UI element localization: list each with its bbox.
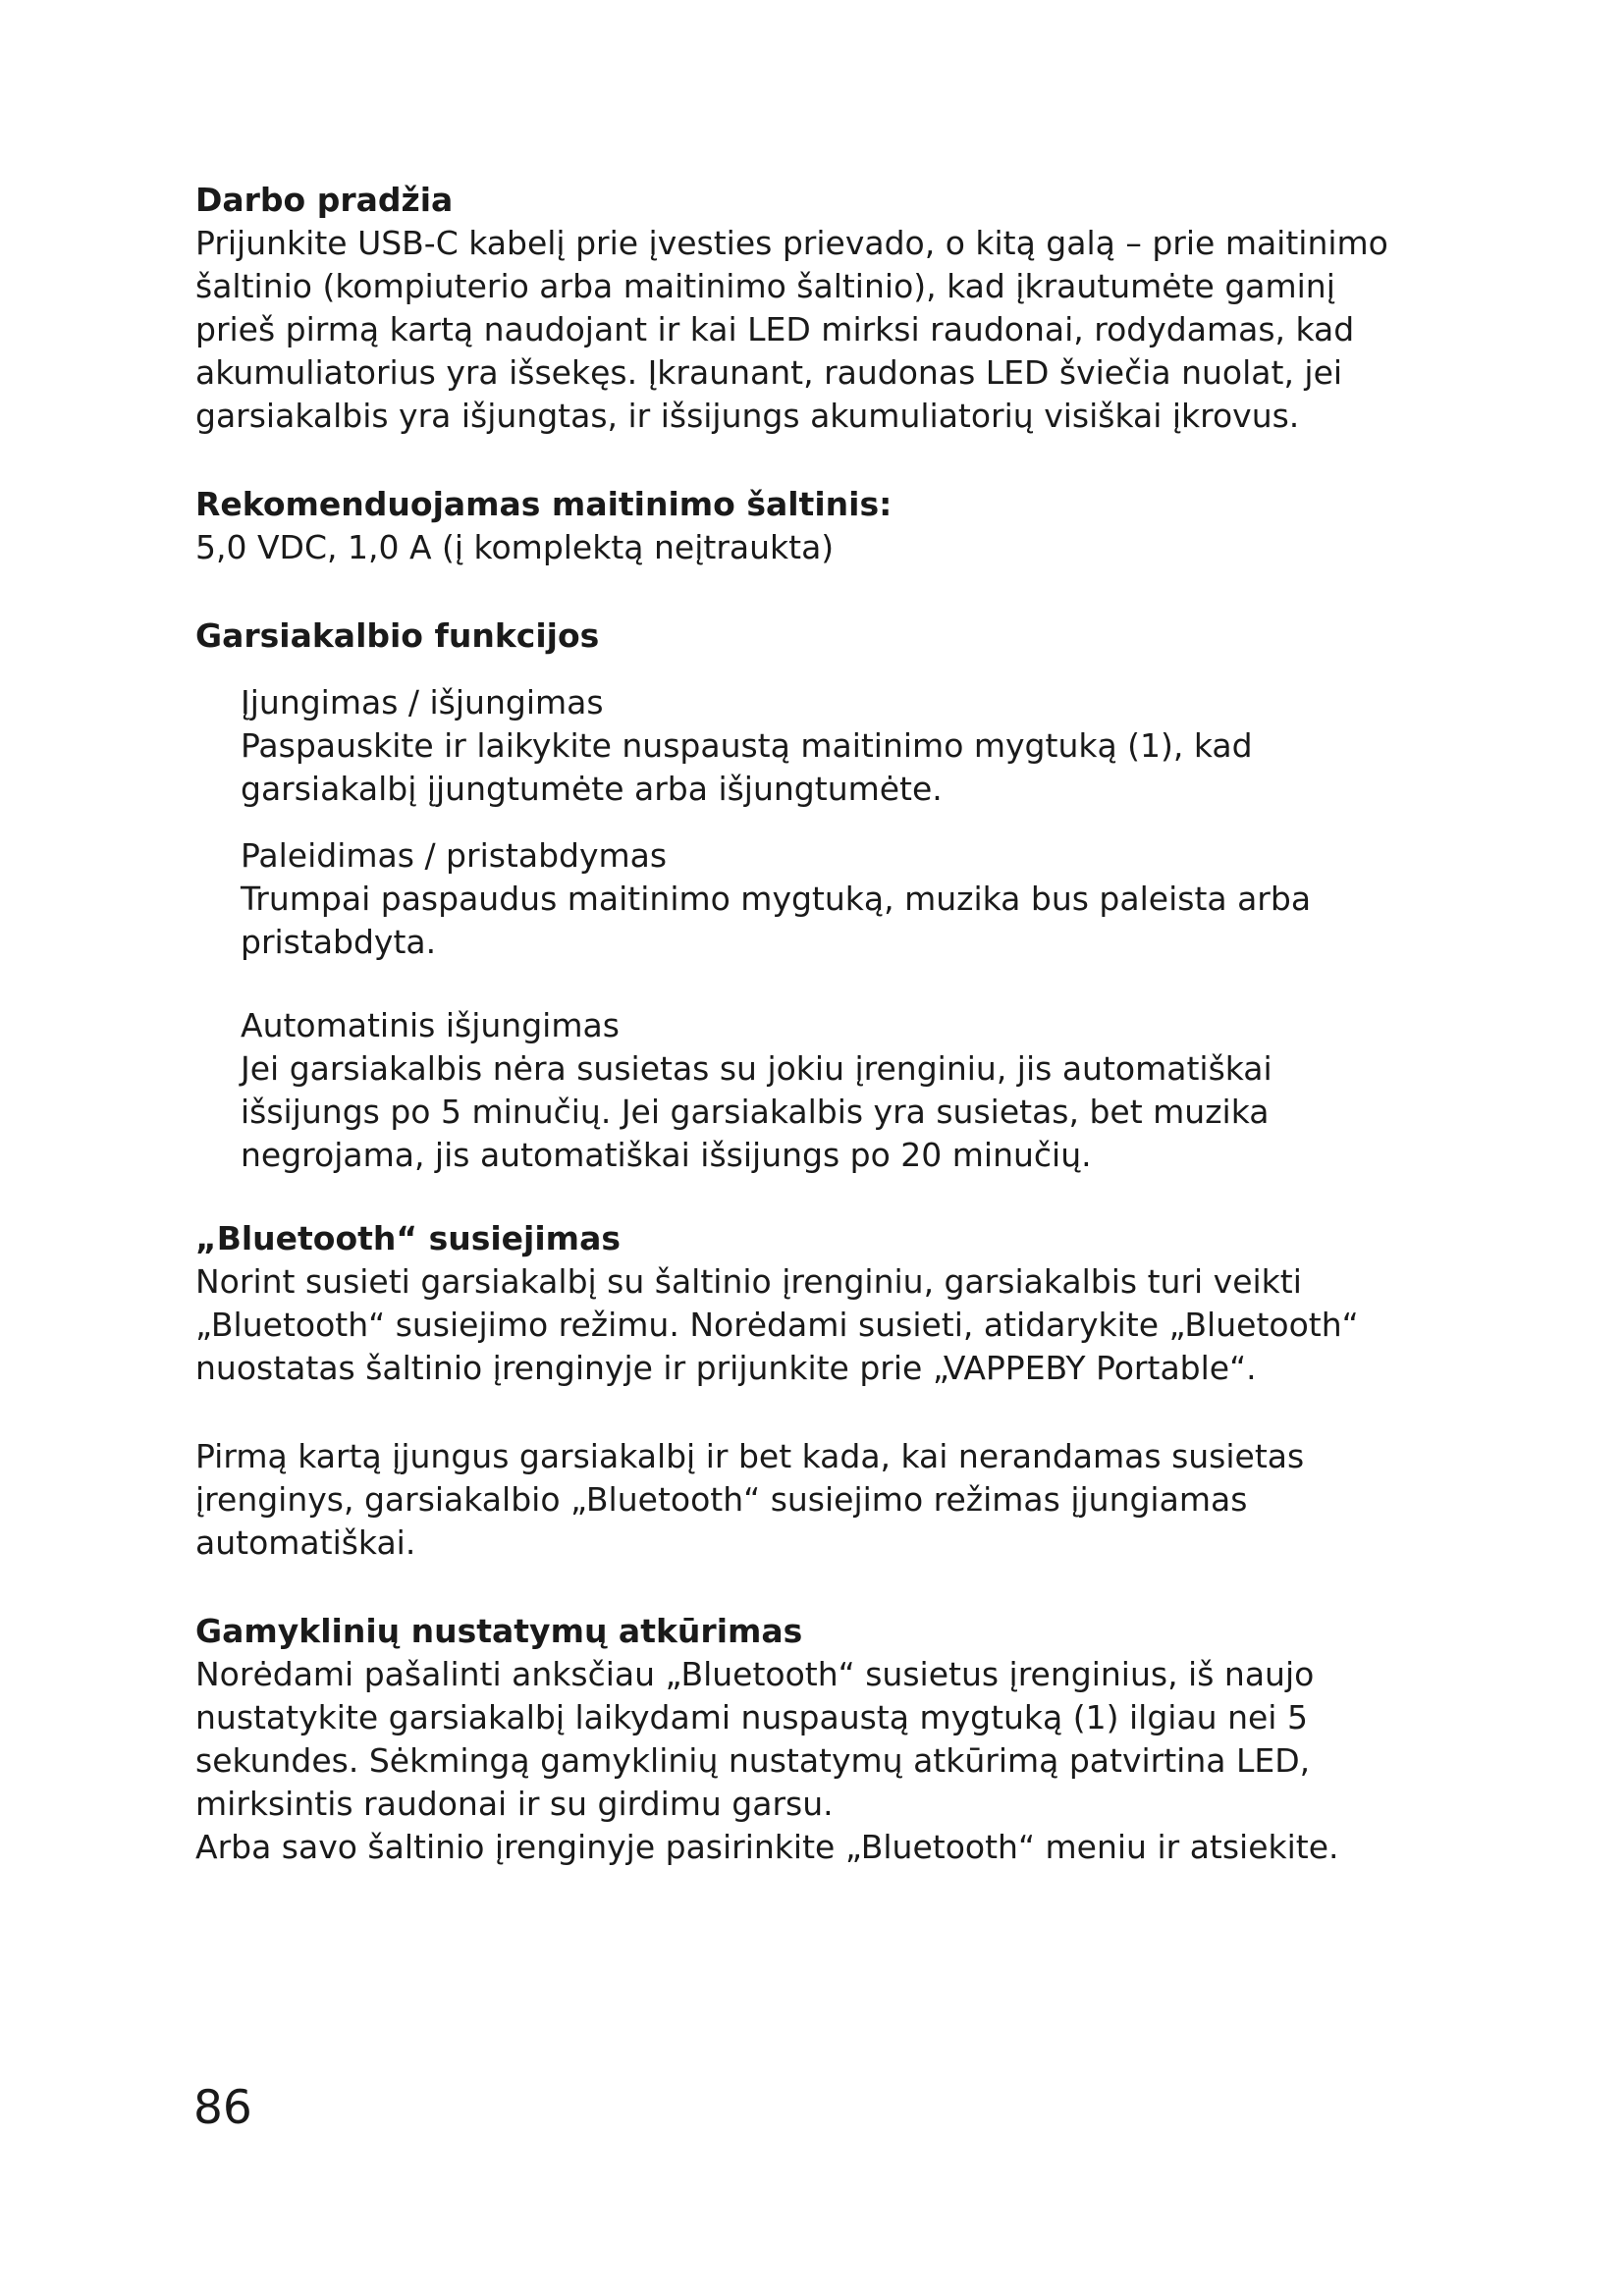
section-power-supply [195, 483, 1472, 569]
text-power-on-off: Paspauskite ir laikykite nuspaustą maitinimo mygtuką (1), kad garsiakalbį įjungtumėte arba išjungtumėte. [241, 726, 1253, 808]
heading-factory-reset: Gamyklinių nustatymų atkūrimas [195, 1612, 803, 1650]
paragraph-bluetooth-pairing: Norint susieti garsiakalbį su šaltinio įrenginiu, garsiakalbis turi veikti „Bluetooth“ susiejimo režimu. Norėdami susieti, atidarykite „Bluetooth“ nuostatas šaltinio įrenginyje ir prijunkite prie „VAPPEBY Portable“. [195, 1262, 1359, 1387]
document-page [195, 179, 1472, 1869]
paragraph-bluetooth-auto: Pirmą kartą įjungus garsiakalbį ir bet kada, kai nerandamas susietas įrenginys, garsiakalbio „Bluetooth“ susiejimo režimas įjungiamas automatiškai. [195, 1437, 1305, 1562]
text-play-pause: Trumpai paspaudus maitinimo mygtuką, muzika bus paleista arba pristabdyta. [241, 880, 1312, 961]
function-power-on-off [241, 681, 1472, 811]
paragraph-power-supply: 5,0 VDC, 1,0 A (į komplektą neįtraukta) [195, 528, 835, 566]
paragraph-getting-started: Prijunkite USB-C kabelį prie įvesties prievado, o kitą galą – prie maitinimo šaltinio (kompiuterio arba maitinimo šaltinio), kad įkrautumėte gaminį prieš pirmą kartą naudojant ir kai LED mirksi raudonai, rodydamas, kad akumuliatorius yra išsekęs. Įkraunant, raudonas LED šviečia nuolat, jei garsiakalbis yra išjungtas, ir išsijungs akumuliatorių visiškai įkrovus. [195, 224, 1388, 435]
section-factory-reset [195, 1610, 1472, 1869]
heading-bluetooth: „Bluetooth“ susiejimas [195, 1219, 621, 1257]
section-speaker-functions [195, 614, 1472, 1177]
subtitle-power-on-off: Įjungimas / išjungimas [241, 683, 604, 721]
section-bluetooth [195, 1217, 1472, 1565]
subtitle-play-pause: Paleidimas / pristabdymas [241, 836, 668, 875]
page-number: 86 [193, 2081, 252, 2135]
subtitle-auto-off: Automatinis išjungimas [241, 1006, 620, 1044]
section-getting-started [195, 179, 1472, 438]
heading-speaker-functions: Garsiakalbio funkcijos [195, 616, 600, 655]
function-play-pause [241, 834, 1472, 964]
heading-power-supply: Rekomenduojamas maitinimo šaltinis: [195, 485, 893, 523]
heading-getting-started: Darbo pradžia [195, 181, 454, 219]
paragraph-factory-reset: Norėdami pašalinti anksčiau „Bluetooth“ susietus įrenginius, iš naujo nustatykite garsiakalbį laikydami nuspaustą mygtuką (1) ilgiau nei 5 sekundes. Sėkmingą gamyklinių nustatymų atkūrimą patvirtina LED, mirksintis raudonai ir su girdimu garsu. Arba savo šaltinio įrenginyje pasirinkite „Bluetooth“ meniu ir atsiekite. [195, 1655, 1339, 1866]
text-auto-off: Jei garsiakalbis nėra susietas su jokiu įrenginiu, jis automatiškai išsijungs po 5 minučių. Jei garsiakalbis yra susietas, bet muzika negrojama, jis automatiškai išsijungs po 20 minučių. [241, 1049, 1272, 1174]
function-auto-off [241, 1004, 1472, 1177]
